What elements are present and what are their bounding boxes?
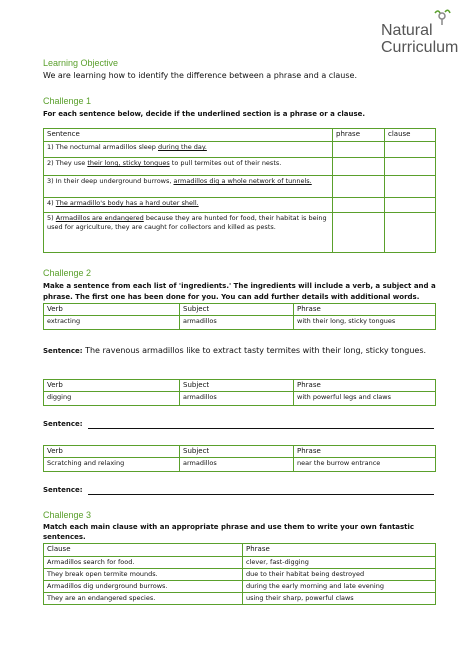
subject-header: Subject: [180, 446, 294, 458]
sentence-3: 3) In their deep underground burrows, armadillos dig a whole network of tunnels.: [44, 176, 333, 198]
logo: [381, 14, 467, 54]
header-sentence: Sentence: [44, 129, 333, 142]
challenge2-heading: Challenge 2: [43, 268, 92, 278]
logo-line2: Curriculum: [381, 39, 459, 56]
header-clause: clause: [385, 129, 436, 142]
challenge3-instruction: Match each main clause with an appropriate phrase and use them to write your own fantastic sentences.: [43, 523, 415, 541]
phrase-cell: near the burrow entrance: [294, 458, 436, 472]
sentence-1: 1) The nocturnal armadillos sleep during the day.: [44, 142, 333, 158]
sentence-label-2: Sentence:: [43, 420, 83, 428]
logo-line1: Natural: [381, 22, 433, 39]
subject-cell: armadillos: [180, 458, 294, 472]
phrase-cell: with powerful legs and claws: [294, 392, 436, 406]
phrase-cell: with their long, sticky tongues: [294, 316, 436, 330]
sentence-answer-line-3[interactable]: [88, 494, 434, 495]
verb-cell: digging: [44, 392, 180, 406]
phrase-header: Phrase: [294, 304, 436, 316]
phrase-cell-1[interactable]: [333, 142, 385, 158]
phrase-cell: due to their habitat being destroyed: [243, 569, 436, 581]
clause-cell: Armadillos search for food.: [44, 557, 243, 569]
sentence-5: 5) Armadillos are endangered because they are hunted for food, their habitat is being used for agriculture, they are caught for collectors and killed as pests.: [44, 213, 333, 253]
verb-header: Verb: [44, 446, 180, 458]
sentence-4: 4) The armadillo's body has a hard outer shell.: [44, 198, 333, 213]
challenge3-heading: Challenge 3: [43, 510, 92, 520]
sentence-2: 2) They use their long, sticky tongues to pull termites out of their nests.: [44, 158, 333, 176]
phrase-header: Phrase: [243, 544, 436, 557]
header-phrase: phrase: [333, 129, 385, 142]
phrase-cell-5[interactable]: [333, 213, 385, 253]
clause-cell: They break open termite mounds.: [44, 569, 243, 581]
clause-header: Clause: [44, 544, 243, 557]
phrase-cell-4[interactable]: [333, 198, 385, 213]
clause-cell: Armadillos dig underground burrows.: [44, 581, 243, 593]
ingredients-table-1: [43, 303, 436, 330]
verb-cell: Scratching and relaxing: [44, 458, 180, 472]
sentence-answer-line-2[interactable]: [88, 428, 434, 429]
clause-cell-5[interactable]: [385, 213, 436, 253]
clause-cell-2[interactable]: [385, 158, 436, 176]
logo-flower-icon: [431, 8, 453, 26]
phrase-cell: using their sharp, powerful claws: [243, 593, 436, 605]
phrase-cell-2[interactable]: [333, 158, 385, 176]
sentence-label: Sentence:: [43, 347, 83, 355]
phrase-cell: clever, fast-digging: [243, 557, 436, 569]
challenge2-instruction: Make a sentence from each list of 'ingredients.' The ingredients will include a verb, a subject and a phrase. The first one has been done for you. You can add further details with additional words.: [43, 282, 436, 301]
subject-cell: armadillos: [180, 316, 294, 330]
example-sentence: The ravenous armadillos like to extract tasty termites with their long, sticky tongues.: [85, 346, 427, 355]
clause-cell-1[interactable]: [385, 142, 436, 158]
phrase-cell: during the early morning and late evening: [243, 581, 436, 593]
phrase-header: Phrase: [294, 380, 436, 392]
challenge1-heading: Challenge 1: [43, 96, 92, 106]
challenge1-instruction: For each sentence below, decide if the underlined section is a phrase or a clause.: [43, 110, 366, 118]
subject-header: Subject: [180, 380, 294, 392]
clause-cell-3[interactable]: [385, 176, 436, 198]
subject-header: Subject: [180, 304, 294, 316]
challenge1-table: [43, 128, 436, 253]
verb-header: Verb: [44, 304, 180, 316]
ingredients-table-2: [43, 379, 436, 406]
sentence-label-3: Sentence:: [43, 486, 83, 494]
clause-cell-4[interactable]: [385, 198, 436, 213]
challenge3-table: [43, 543, 436, 605]
subject-cell: armadillos: [180, 392, 294, 406]
learning-objective-text: We are learning how to identify the difference between a phrase and a clause.: [43, 71, 357, 80]
phrase-cell-3[interactable]: [333, 176, 385, 198]
verb-header: Verb: [44, 380, 180, 392]
clause-cell: They are an endangered species.: [44, 593, 243, 605]
learning-objective-heading: Learning Objective: [43, 58, 119, 68]
phrase-header: Phrase: [294, 446, 436, 458]
example-sentence-block: [43, 344, 438, 358]
ingredients-table-3: [43, 445, 436, 472]
verb-cell: extracting: [44, 316, 180, 330]
